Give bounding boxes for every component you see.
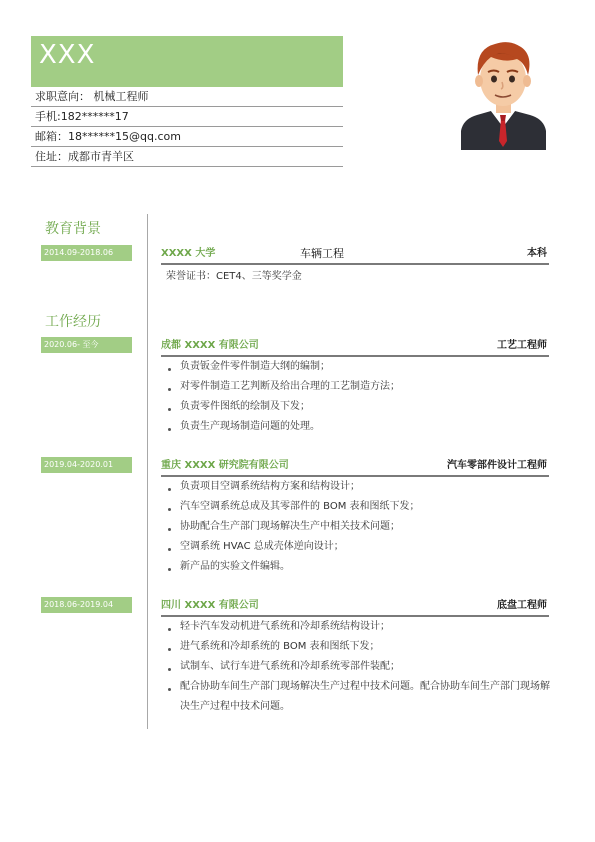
education-date: 2014.09-2018.06 bbox=[41, 245, 132, 261]
job-role: 汽车零部件设计工程师 bbox=[447, 460, 547, 471]
list-item: 配合协助车间生产部门现场解决生产过程中技术问题。配合协助车间生产部门现场解决生产过程中技术问题。 bbox=[166, 677, 551, 717]
degree: 本科 bbox=[527, 248, 547, 259]
major-name: 车辆工程 bbox=[300, 247, 344, 260]
list-item: 负责项目空调系统结构方案和结构设计； bbox=[166, 477, 551, 497]
company-name: 重庆 XXXX 研究院有限公司 bbox=[161, 460, 289, 471]
job-role: 工艺工程师 bbox=[497, 340, 547, 351]
duty-list bbox=[166, 357, 551, 437]
education-header bbox=[161, 245, 549, 265]
list-item: 汽车空调系统总成及其零部件的 BOM 表和图纸下发； bbox=[166, 497, 551, 517]
address-row: 住址：成都市青羊区 bbox=[31, 147, 343, 167]
job-header bbox=[161, 597, 549, 617]
section-title-work: 工作经历 bbox=[45, 314, 101, 330]
list-item: 新产品的实验文件编辑。 bbox=[166, 557, 551, 577]
phone-row: 手机:182******17 bbox=[31, 107, 343, 127]
list-item: 轻卡汽车发动机进气系统和冷却系统结构设计； bbox=[166, 617, 551, 637]
job-role: 底盘工程师 bbox=[497, 600, 547, 611]
duty-list bbox=[166, 617, 551, 717]
job-date: 2019.04-2020.01 bbox=[41, 457, 132, 473]
candidate-name: XXX bbox=[39, 40, 96, 70]
list-item: 负责零件图纸的绘制及下发； bbox=[166, 397, 551, 417]
list-item: 负责生产现场制造问题的处理。 bbox=[166, 417, 551, 437]
job-header bbox=[161, 337, 549, 357]
job-header bbox=[161, 457, 549, 477]
job-objective-row: 求职意向： 机械工程师 bbox=[31, 87, 343, 107]
list-item: 进气系统和冷却系统的 BOM 表和图纸下发； bbox=[166, 637, 551, 657]
name-banner bbox=[31, 36, 343, 87]
company-name: 四川 XXXX 有限公司 bbox=[161, 600, 259, 611]
timeline-line bbox=[147, 214, 148, 729]
list-item: 空调系统 HVAC 总成壳体逆向设计； bbox=[166, 537, 551, 557]
job-date: 2018.06-2019.04 bbox=[41, 597, 132, 613]
school-name: XXXX 大学 bbox=[161, 248, 216, 259]
honor-text: 荣誉证书：CET4、三等奖学金 bbox=[166, 271, 302, 282]
list-item: 试制车、试行车进气系统和冷却系统零部件装配； bbox=[166, 657, 551, 677]
email-row: 邮箱：18******15@qq.com bbox=[31, 127, 343, 147]
duty-list bbox=[166, 477, 551, 577]
avatar bbox=[455, 35, 552, 150]
job-date: 2020.06- 至今 bbox=[41, 337, 132, 353]
company-name: 成都 XXXX 有限公司 bbox=[161, 340, 259, 351]
list-item: 协助配合生产部门现场解决生产中相关技术问题； bbox=[166, 517, 551, 537]
list-item: 对零件制造工艺判断及给出合理的工艺制造方法； bbox=[166, 377, 551, 397]
list-item: 负责钣金件零件制造大纲的编制； bbox=[166, 357, 551, 377]
section-title-education: 教育背景 bbox=[45, 221, 101, 237]
